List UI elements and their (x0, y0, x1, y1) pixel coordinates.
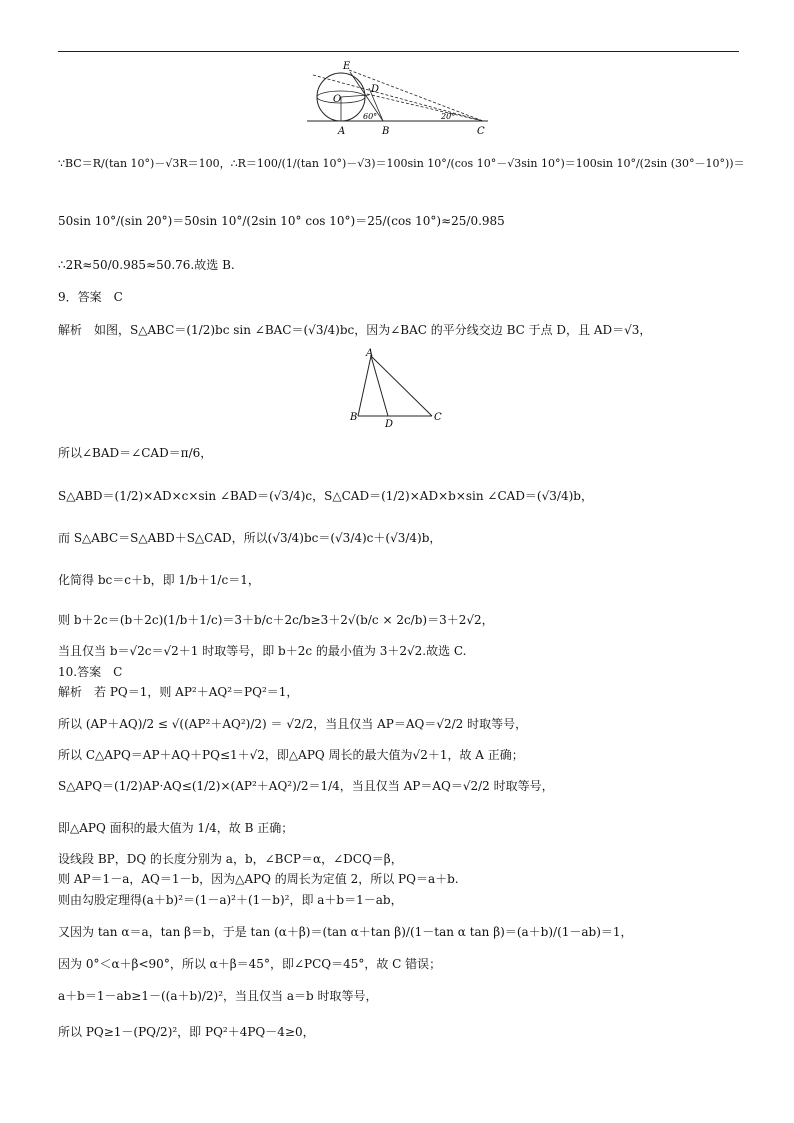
text-line: 因为 0°＜α＋β<90°，所以 α＋β＝45°，即∠PCQ＝45°，故 C 错误； (58, 957, 442, 971)
label-D: D (385, 419, 394, 430)
text-line: 所以 PQ≥1－(PQ/2)²，即 PQ²＋4PQ－4≥0， (58, 1025, 315, 1039)
text-line: 所以 C△APQ＝AP＋AQ＋PQ≤1＋√2，即△APQ 周长的最大值为√2＋1，故 A 正确； (58, 748, 524, 762)
text-line: 而 S△ABC＝S△ABD＋S△CAD，所以(√3/4)bc＝(√3/4)c＋(√3/4)b， (58, 531, 442, 545)
label-C: C (434, 412, 442, 423)
text-line: 解析 若 PQ＝1，则 AP²＋AQ²＝PQ²＝1， (58, 685, 299, 699)
label-B: B (350, 412, 358, 423)
text-line: 设线段 BP，DQ 的长度分别为 a，b，∠BCP＝α，∠DCQ＝β， (58, 852, 403, 866)
text-line: S△ABD＝(1/2)×AD×c×sin ∠BAD＝(√3/4)c，S△CAD＝(1/2)×AD×b×sin ∠CAD＝(√3/4)b， (58, 489, 593, 503)
text-line: 所以∠BAD＝∠CAD＝π/6， (58, 446, 213, 460)
text-line: 当且仅当 b＝√2c＝√2＋1 时取等号，即 b＋2c 的最小值为 3＋2√2.故选 C. (58, 644, 467, 658)
text-line: 则 b＋2c＝(b＋2c)(1/b＋1/c)＝3＋b/c＋2c/b≥3＋2√(b/c × 2c/b)＝3＋2√2， (58, 613, 494, 627)
label-C: C (477, 126, 485, 136)
text-line: 即△APQ 面积的最大值为 1/4，故 B 正确； (58, 821, 294, 835)
triangle-bisector-figure (346, 346, 446, 430)
label-D: D (371, 84, 380, 95)
answer-heading: 9．答案 C (58, 290, 123, 304)
circle-tangent-figure (305, 58, 490, 136)
header-rule (58, 51, 739, 52)
text-line: ∴2R≈50/0.985≈50.76.故选 B. (58, 258, 235, 272)
label-A: A (338, 126, 346, 136)
answer-heading: 10.答案 C (58, 665, 123, 679)
label-angle-60: 60° (363, 112, 378, 121)
text-line: 所以 (AP＋AQ)/2 ≤ √((AP²＋AQ²)/2) ＝ √2/2，当且仅当 AP＝AQ＝√2/2 时取等号， (58, 717, 528, 731)
text-line: S△APQ＝(1/2)AP·AQ≤(1/2)×(AP²＋AQ²)/2＝1/4，当且仅当 AP＝AQ＝√2/2 时取等号， (58, 779, 554, 793)
text-line: ∵BC＝R/(tan 10°)－√3R＝100，∴R＝100/(1/(tan 10°)－√3)＝100sin 10°/(cos 10°－√3sin 10°)＝100sin 10°/(2sin (30°－10°))＝ (58, 157, 745, 170)
label-B: B (382, 126, 390, 136)
label-E: E (343, 61, 351, 72)
label-A: A (366, 348, 374, 359)
text-line: 则由勾股定理得(a＋b)²＝(1－a)²＋(1－b)²，即 a＋b＝1－ab， (58, 893, 403, 907)
text-line: 又因为 tan α＝a，tan β＝b，于是 tan (α＋β)＝(tan α＋tan β)/(1－tan α tan β)＝(a＋b)/(1－ab)＝1， (58, 925, 633, 939)
text-line: 则 AP＝1－a，AQ＝1－b，因为△APQ 的周长为定值 2，所以 PQ＝a＋b. (58, 872, 459, 886)
text-line: 50sin 10°/(sin 20°)＝50sin 10°/(2sin 10° cos 10°)＝25/(cos 10°)≈25/0.985 (58, 214, 505, 228)
label-angle-20: 20° (441, 112, 456, 121)
text-line: 解析 如图，S△ABC＝(1/2)bc sin ∠BAC＝(√3/4)bc，因为∠BAC 的平分线交边 BC 于点 D，且 AD＝√3， (58, 323, 652, 337)
label-O: O (333, 94, 342, 105)
text-line: a＋b＝1－ab≥1－((a＋b)/2)²，当且仅当 a＝b 时取等号， (58, 989, 378, 1003)
text-line: 化简得 bc＝c＋b，即 1/b＋1/c＝1， (58, 573, 260, 587)
